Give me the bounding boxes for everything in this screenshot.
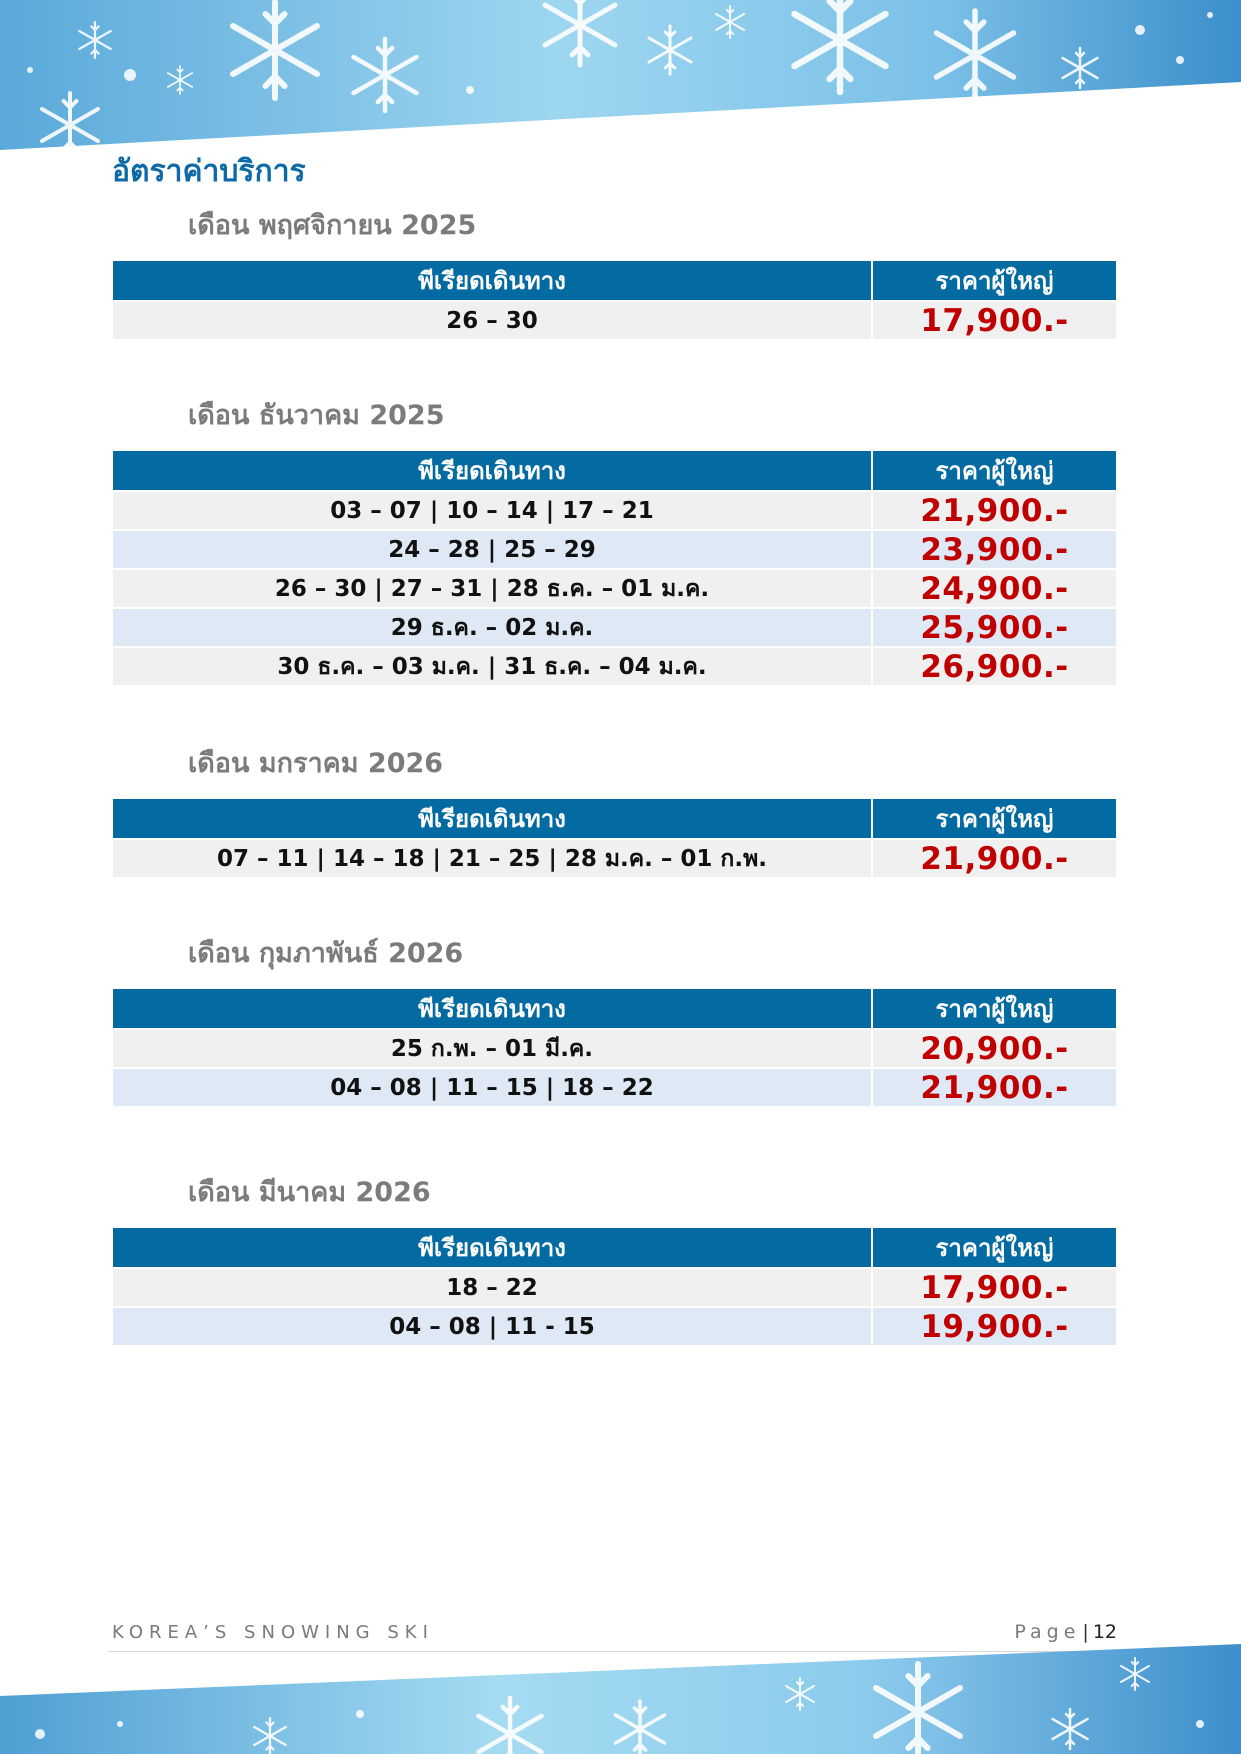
- top-snowflake-banner: [0, 0, 1241, 150]
- adult-price: 21,900.-: [873, 492, 1116, 529]
- table-row: [113, 1069, 1116, 1106]
- section-january-2026: [113, 748, 1116, 879]
- travel-period: 18 – 22: [113, 1269, 871, 1306]
- rate-table: [111, 987, 1118, 1108]
- adult-price: 17,900.-: [873, 1269, 1116, 1306]
- section-december-2025: [113, 400, 1116, 687]
- period-column-header: พีเรียดเดินทาง: [113, 1228, 871, 1267]
- month-title: เดือน กุมภาพันธ์ 2026: [188, 938, 464, 969]
- table-header-row: [113, 1228, 1116, 1267]
- price-column-header: ราคาผู้ใหญ่: [873, 261, 1116, 300]
- footer-page-indicator: [1014, 1621, 1117, 1643]
- section-march-2026: [113, 1177, 1116, 1347]
- price-column-header: ราคาผู้ใหญ่: [873, 1228, 1116, 1267]
- travel-period: 04 – 08 | 11 – 15 | 18 – 22: [113, 1069, 871, 1106]
- table-row: [113, 609, 1116, 646]
- adult-price: 24,900.-: [873, 570, 1116, 607]
- table-header-row: [113, 799, 1116, 838]
- rate-table: [111, 259, 1118, 341]
- snowflake-banner-graphic: [0, 0, 1241, 150]
- table-header-row: [113, 451, 1116, 490]
- rate-table: [111, 1226, 1118, 1347]
- table-row: [113, 531, 1116, 568]
- page-label: Page: [1014, 1621, 1081, 1643]
- travel-period: 24 – 28 | 25 – 29: [113, 531, 871, 568]
- section-february-2026: [113, 938, 1116, 1108]
- adult-price: 25,900.-: [873, 609, 1116, 646]
- travel-period: 29 ธ.ค. – 02 ม.ค.: [113, 609, 871, 646]
- adult-price: 17,900.-: [873, 302, 1116, 339]
- table-row: [113, 840, 1116, 877]
- table-row: [113, 648, 1116, 685]
- period-column-header: พีเรียดเดินทาง: [113, 261, 871, 300]
- month-title: เดือน ธันวาคม 2025: [188, 400, 445, 431]
- month-title: เดือน พฤศจิกายน 2025: [188, 210, 477, 241]
- snowflake-banner-graphic: [0, 1644, 1241, 1754]
- travel-period: 04 – 08 | 11 - 15: [113, 1308, 871, 1345]
- page-heading: อัตราค่าบริการ: [112, 154, 306, 189]
- rate-table: [111, 797, 1118, 879]
- travel-period: 07 – 11 | 14 – 18 | 21 – 25 | 28 ม.ค. – 01 ก.พ.: [113, 840, 871, 877]
- adult-price: 23,900.-: [873, 531, 1116, 568]
- period-column-header: พีเรียดเดินทาง: [113, 989, 871, 1028]
- period-column-header: พีเรียดเดินทาง: [113, 451, 871, 490]
- page-number: 12: [1092, 1621, 1117, 1643]
- period-column-header: พีเรียดเดินทาง: [113, 799, 871, 838]
- table-row: [113, 1030, 1116, 1067]
- table-row: [113, 492, 1116, 529]
- adult-price: 20,900.-: [873, 1030, 1116, 1067]
- price-column-header: ราคาผู้ใหญ่: [873, 451, 1116, 490]
- section-november-2025: [113, 210, 1116, 341]
- bottom-snowflake-banner: [0, 1644, 1241, 1754]
- month-title: เดือน มีนาคม 2026: [188, 1177, 431, 1208]
- adult-price: 26,900.-: [873, 648, 1116, 685]
- table-row: [113, 1269, 1116, 1306]
- month-title: เดือน มกราคม 2026: [188, 748, 444, 779]
- adult-price: 21,900.-: [873, 840, 1116, 877]
- price-column-header: ราคาผู้ใหญ่: [873, 989, 1116, 1028]
- rate-table: [111, 449, 1118, 687]
- adult-price: 21,900.-: [873, 1069, 1116, 1106]
- table-row: [113, 1308, 1116, 1345]
- travel-period: 25 ก.พ. – 01 มี.ค.: [113, 1030, 871, 1067]
- table-header-row: [113, 989, 1116, 1028]
- travel-period: 26 – 30 | 27 – 31 | 28 ธ.ค. – 01 ม.ค.: [113, 570, 871, 607]
- adult-price: 19,900.-: [873, 1308, 1116, 1345]
- travel-period: 26 – 30: [113, 302, 871, 339]
- price-column-header: ราคาผู้ใหญ่: [873, 799, 1116, 838]
- footer-brand: KOREA’S SNOWING SKI: [112, 1622, 434, 1643]
- page-separator: |: [1082, 1621, 1089, 1643]
- travel-period: 03 – 07 | 10 – 14 | 17 – 21: [113, 492, 871, 529]
- table-row: [113, 570, 1116, 607]
- table-row: [113, 302, 1116, 339]
- table-header-row: [113, 261, 1116, 300]
- travel-period: 30 ธ.ค. – 03 ม.ค. | 31 ธ.ค. – 04 ม.ค.: [113, 648, 871, 685]
